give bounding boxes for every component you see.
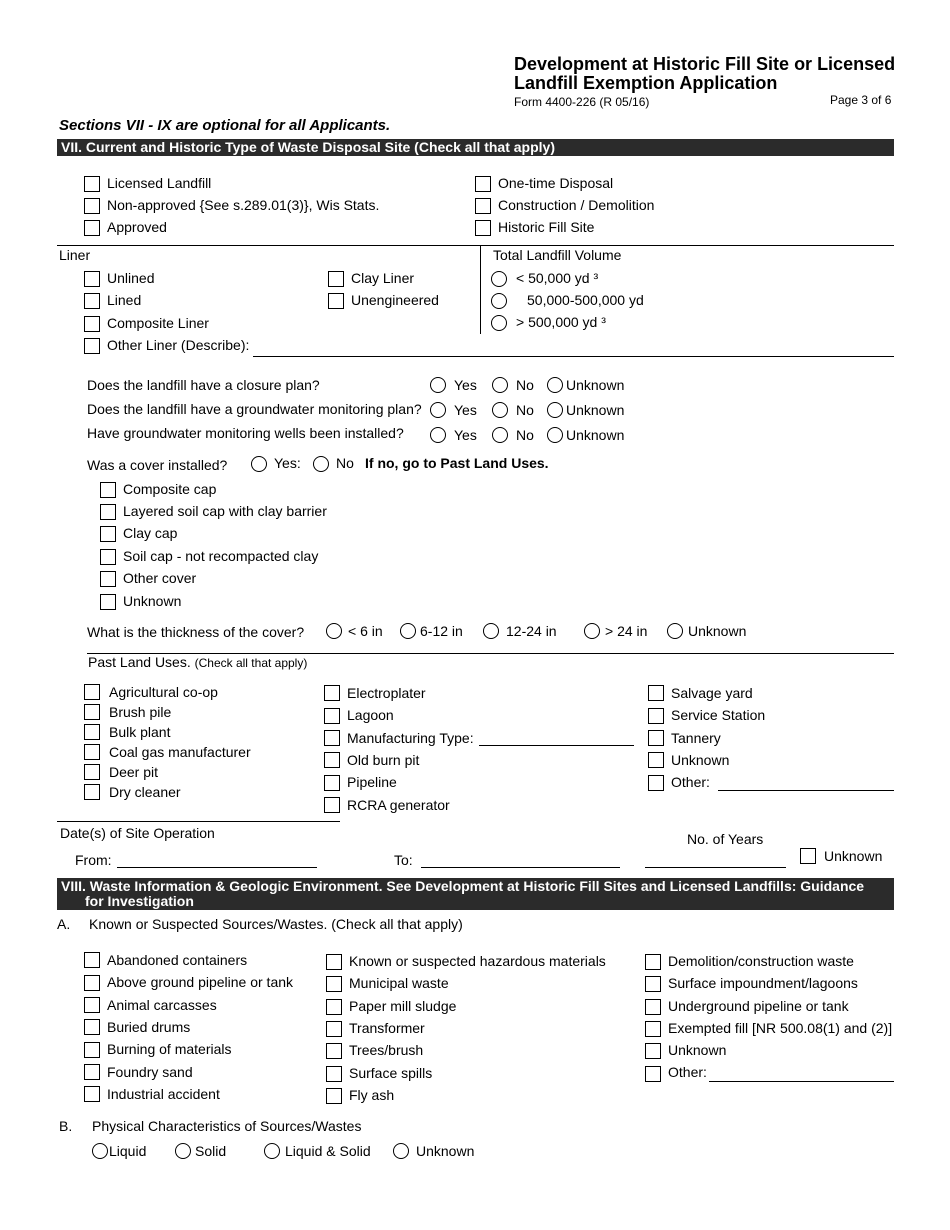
brush-pile-label: Brush pile <box>109 704 172 720</box>
other-cover-checkbox[interactable] <box>100 571 116 587</box>
divider <box>57 245 894 246</box>
section-a-letter: A. <box>57 916 71 932</box>
waste-other-checkbox[interactable] <box>645 1066 661 1082</box>
liquid-solid-radio[interactable] <box>264 1143 280 1159</box>
paper-mill-sludge-label: Paper mill sludge <box>349 998 457 1014</box>
section8-title-line1: VIII. Waste Information & Geologic Environment. See Development at Historic Fill Sites and Licensed Landfills: Guidance <box>61 878 865 894</box>
past-use-unknown-checkbox[interactable] <box>648 752 664 768</box>
unlined-label: Unlined <box>107 270 155 286</box>
rcra-generator-checkbox[interactable] <box>324 797 340 813</box>
surface-impoundment-label: Surface impoundment/lagoons <box>668 975 858 991</box>
volume-medium-radio[interactable] <box>491 293 507 309</box>
rcra-generator-label: RCRA generator <box>347 797 450 813</box>
composite-cap-checkbox[interactable] <box>100 482 116 498</box>
municipal-waste-label: Municipal waste <box>349 975 449 991</box>
paper-mill-sludge-checkbox[interactable] <box>326 999 342 1015</box>
volume-small-radio[interactable] <box>491 271 507 287</box>
cover-no-radio[interactable] <box>313 456 329 472</box>
section7-header: VII. Current and Historic Type of Waste Disposal Site (Check all that apply) <box>57 139 894 156</box>
thickness-12-24-label: 12-24 in <box>506 623 557 639</box>
old-burn-pit-checkbox[interactable] <box>324 752 340 768</box>
years-input[interactable] <box>645 867 786 868</box>
thickness-unknown-label: Unknown <box>688 623 747 639</box>
waste-unknown-checkbox[interactable] <box>645 1043 661 1059</box>
closure-plan-yes-label: Yes <box>454 377 477 393</box>
lined-label: Lined <box>107 292 142 308</box>
hazardous-materials-checkbox[interactable] <box>326 954 342 970</box>
unengineered-checkbox[interactable] <box>328 293 344 309</box>
thickness-12-24-radio[interactable] <box>483 623 499 639</box>
from-input[interactable] <box>117 867 317 868</box>
exempted-fill-label: Exempted fill [NR 500.08(1) and (2)] <box>668 1020 893 1036</box>
electroplater-checkbox[interactable] <box>324 685 340 701</box>
lagoon-checkbox[interactable] <box>324 708 340 724</box>
transformer-checkbox[interactable] <box>326 1021 342 1037</box>
bulk-plant-checkbox[interactable] <box>84 724 100 740</box>
licensed-landfill-checkbox[interactable] <box>84 176 100 192</box>
historic-fill-site-checkbox[interactable] <box>475 220 491 236</box>
layered-soil-cap-checkbox[interactable] <box>100 504 116 520</box>
surface-spills-checkbox[interactable] <box>326 1066 342 1082</box>
thickness-unknown-radio[interactable] <box>667 623 683 639</box>
tannery-checkbox[interactable] <box>648 730 664 746</box>
clay-cap-label: Clay cap <box>123 525 178 541</box>
thickness-gt24-radio[interactable] <box>584 623 600 639</box>
manufacturing-label: Manufacturing Type: <box>347 730 474 746</box>
gw-wells-unknown-label: Unknown <box>566 427 625 443</box>
tannery-label: Tannery <box>671 730 721 746</box>
to-input[interactable] <box>421 867 620 868</box>
lagoon-label: Lagoon <box>347 707 394 723</box>
unengineered-label: Unengineered <box>351 292 439 308</box>
licensed-landfill-label: Licensed Landfill <box>107 175 212 191</box>
construction-demolition-label: Construction / Demolition <box>498 197 655 213</box>
volume-divider <box>480 246 481 334</box>
buried-drums-label: Buried drums <box>107 1019 191 1035</box>
closure-plan-yes-radio[interactable] <box>430 377 446 393</box>
buried-drums-checkbox[interactable] <box>84 1019 100 1035</box>
brush-pile-checkbox[interactable] <box>84 704 100 720</box>
municipal-waste-checkbox[interactable] <box>326 976 342 992</box>
lined-checkbox[interactable] <box>84 293 100 309</box>
volume-large-radio[interactable] <box>491 315 507 331</box>
bulk-plant-label: Bulk plant <box>109 724 171 740</box>
burning-materials-checkbox[interactable] <box>84 1042 100 1058</box>
agricultural-coop-checkbox[interactable] <box>84 684 100 700</box>
dry-cleaner-checkbox[interactable] <box>84 784 100 800</box>
transformer-label: Transformer <box>349 1020 425 1036</box>
volume-large-label: > 500,000 yd ³ <box>516 314 606 330</box>
unlined-checkbox[interactable] <box>84 271 100 287</box>
waste-other-label: Other: <box>668 1064 707 1080</box>
historic-fill-site-label: Historic Fill Site <box>498 219 595 235</box>
closure-plan-unknown-radio[interactable] <box>547 377 563 393</box>
liquid-solid-label: Liquid & Solid <box>285 1143 371 1159</box>
past-uses-heading <box>88 654 307 670</box>
section-a-title: Known or Suspected Sources/Wastes. (Check all that apply) <box>89 916 463 932</box>
gw-wells-no-radio[interactable] <box>492 427 508 443</box>
soil-cap-label: Soil cap - not recompacted clay <box>123 548 319 564</box>
volume-medium-label: 50,000-500,000 yd <box>527 292 644 308</box>
divider <box>57 821 340 822</box>
cover-no-label: No <box>336 455 354 471</box>
to-label: To: <box>394 852 413 868</box>
form-title <box>514 55 895 93</box>
gw-wells-no-label: No <box>516 427 534 443</box>
past-use-other-checkbox[interactable] <box>648 775 664 791</box>
salvage-yard-checkbox[interactable] <box>648 685 664 701</box>
gw-plan-yes-label: Yes <box>454 402 477 418</box>
solid-label: Solid <box>195 1143 227 1159</box>
deer-pit-label: Deer pit <box>109 764 159 780</box>
demolition-waste-checkbox[interactable] <box>645 954 661 970</box>
years-label: No. of Years <box>687 831 764 847</box>
cover-yes-label: Yes: <box>274 455 301 471</box>
volume-label: Total Landfill Volume <box>493 247 622 263</box>
deer-pit-checkbox[interactable] <box>84 764 100 780</box>
other-liner-checkbox[interactable] <box>84 338 100 354</box>
clay-cap-checkbox[interactable] <box>100 526 116 542</box>
approved-checkbox[interactable] <box>84 220 100 236</box>
past-uses-label: Past Land Uses. <box>88 654 191 670</box>
clay-liner-checkbox[interactable] <box>328 271 344 287</box>
cover-unknown-label: Unknown <box>123 593 182 609</box>
thickness-question: What is the thickness of the cover? <box>87 624 305 640</box>
service-station-label: Service Station <box>671 707 766 723</box>
gw-plan-no-radio[interactable] <box>492 402 508 418</box>
trees-brush-checkbox[interactable] <box>326 1043 342 1059</box>
waste-other-input[interactable] <box>709 1081 894 1082</box>
manufacturing-type-input[interactable] <box>479 745 634 746</box>
electroplater-label: Electroplater <box>347 685 426 701</box>
closure-plan-question: Does the landfill have a closure plan? <box>87 377 320 393</box>
form-number: Form 4400-226 (R 05/16) <box>514 95 650 109</box>
years-unknown-checkbox[interactable] <box>800 848 816 864</box>
cover-question: Was a cover installed? <box>87 457 228 473</box>
underground-pipeline-checkbox[interactable] <box>645 999 661 1015</box>
soil-cap-checkbox[interactable] <box>100 549 116 565</box>
past-use-other-label: Other: <box>671 774 710 790</box>
fly-ash-checkbox[interactable] <box>326 1088 342 1104</box>
demolition-waste-label: Demolition/construction waste <box>668 953 854 969</box>
composite-cap-label: Composite cap <box>123 481 217 497</box>
coal-gas-label: Coal gas manufacturer <box>109 744 251 760</box>
exempted-fill-checkbox[interactable] <box>645 1021 661 1037</box>
foundry-sand-checkbox[interactable] <box>84 1064 100 1080</box>
page-number: Page 3 of 6 <box>830 93 892 107</box>
above-ground-pipeline-checkbox[interactable] <box>84 975 100 991</box>
closure-plan-no-radio[interactable] <box>492 377 508 393</box>
past-uses-note: (Check all that apply) <box>194 656 308 670</box>
other-liner-input[interactable] <box>253 356 894 357</box>
physical-unknown-label: Unknown <box>416 1143 475 1159</box>
from-label: From: <box>75 852 112 868</box>
agricultural-coop-label: Agricultural co-op <box>109 684 218 700</box>
thickness-6-12-label: 6-12 in <box>420 623 463 639</box>
liquid-label: Liquid <box>109 1143 147 1159</box>
clay-liner-label: Clay Liner <box>351 270 415 286</box>
salvage-yard-label: Salvage yard <box>671 685 753 701</box>
trees-brush-label: Trees/brush <box>349 1042 424 1058</box>
pipeline-label: Pipeline <box>347 774 397 790</box>
closure-plan-unknown-label: Unknown <box>566 377 625 393</box>
gw-plan-unknown-label: Unknown <box>566 402 625 418</box>
gw-wells-yes-radio[interactable] <box>430 427 446 443</box>
gw-wells-unknown-radio[interactable] <box>547 427 563 443</box>
liquid-radio[interactable] <box>92 1143 108 1159</box>
solid-radio[interactable] <box>175 1143 191 1159</box>
non-approved-checkbox[interactable] <box>84 198 100 214</box>
one-time-disposal-checkbox[interactable] <box>475 176 491 192</box>
waste-unknown-label: Unknown <box>668 1042 727 1058</box>
years-unknown-label: Unknown <box>824 848 883 864</box>
abandoned-containers-checkbox[interactable] <box>84 952 100 968</box>
non-approved-label: Non-approved {See s.289.01(3)}, Wis Stats. <box>107 197 380 213</box>
manufacturing-checkbox[interactable] <box>324 730 340 746</box>
hazardous-materials-label: Known or suspected hazardous materials <box>349 953 606 969</box>
gw-plan-no-label: No <box>516 402 534 418</box>
industrial-accident-label: Industrial accident <box>107 1086 220 1102</box>
cover-yes-radio[interactable] <box>251 456 267 472</box>
cover-unknown-checkbox[interactable] <box>100 594 116 610</box>
dry-cleaner-label: Dry cleaner <box>109 784 181 800</box>
section8-title-line2: for Investigation <box>85 893 194 909</box>
thickness-gt24-label: > 24 in <box>605 623 648 639</box>
form-title-line2: Landfill Exemption Application <box>514 73 778 93</box>
form-title-line1: Development at Historic Fill Site or Licensed <box>514 54 896 74</box>
gw-plan-yes-radio[interactable] <box>430 402 446 418</box>
liner-label: Liner <box>59 247 91 263</box>
fly-ash-label: Fly ash <box>349 1087 395 1103</box>
pipeline-checkbox[interactable] <box>324 775 340 791</box>
composite-liner-label: Composite Liner <box>107 315 209 331</box>
optional-note: Sections VII - IX are optional for all Applicants. <box>59 117 391 134</box>
past-use-unknown-label: Unknown <box>671 752 730 768</box>
closure-plan-no-label: No <box>516 377 534 393</box>
one-time-disposal-label: One-time Disposal <box>498 175 614 191</box>
animal-carcasses-checkbox[interactable] <box>84 997 100 1013</box>
underground-pipeline-label: Underground pipeline or tank <box>668 998 849 1014</box>
abandoned-containers-label: Abandoned containers <box>107 952 248 968</box>
other-cover-label: Other cover <box>123 570 197 586</box>
surface-spills-label: Surface spills <box>349 1065 433 1081</box>
animal-carcasses-label: Animal carcasses <box>107 997 217 1013</box>
thickness-lt6-label: < 6 in <box>348 623 383 639</box>
foundry-sand-label: Foundry sand <box>107 1064 193 1080</box>
surface-impoundment-checkbox[interactable] <box>645 976 661 992</box>
section-b-letter: B. <box>59 1118 73 1134</box>
gw-plan-unknown-radio[interactable] <box>547 402 563 418</box>
construction-demolition-checkbox[interactable] <box>475 198 491 214</box>
gw-wells-yes-label: Yes <box>454 427 477 443</box>
service-station-checkbox[interactable] <box>648 708 664 724</box>
thickness-6-12-radio[interactable] <box>400 623 416 639</box>
other-liner-label: Other Liner (Describe): <box>107 337 250 353</box>
gw-plan-question: Does the landfill have a groundwater monitoring plan? <box>87 401 422 417</box>
thickness-lt6-radio[interactable] <box>326 623 342 639</box>
burning-materials-label: Burning of materials <box>107 1041 232 1057</box>
old-burn-pit-label: Old burn pit <box>347 752 420 768</box>
above-ground-pipeline-label: Above ground pipeline or tank <box>107 974 294 990</box>
cover-note: If no, go to Past Land Uses. <box>365 455 549 471</box>
industrial-accident-checkbox[interactable] <box>84 1086 100 1102</box>
composite-liner-checkbox[interactable] <box>84 316 100 332</box>
gw-wells-question: Have groundwater monitoring wells been installed? <box>87 425 404 441</box>
section-b-title: Physical Characteristics of Sources/Wastes <box>92 1118 362 1134</box>
layered-soil-cap-label: Layered soil cap with clay barrier <box>123 503 327 519</box>
volume-small-label: < 50,000 yd ³ <box>516 270 599 286</box>
past-use-other-input[interactable] <box>718 790 894 791</box>
coal-gas-checkbox[interactable] <box>84 744 100 760</box>
approved-label: Approved <box>107 219 167 235</box>
dates-label: Date(s) of Site Operation <box>60 825 215 841</box>
section8-header <box>57 878 894 910</box>
physical-unknown-radio[interactable] <box>393 1143 409 1159</box>
